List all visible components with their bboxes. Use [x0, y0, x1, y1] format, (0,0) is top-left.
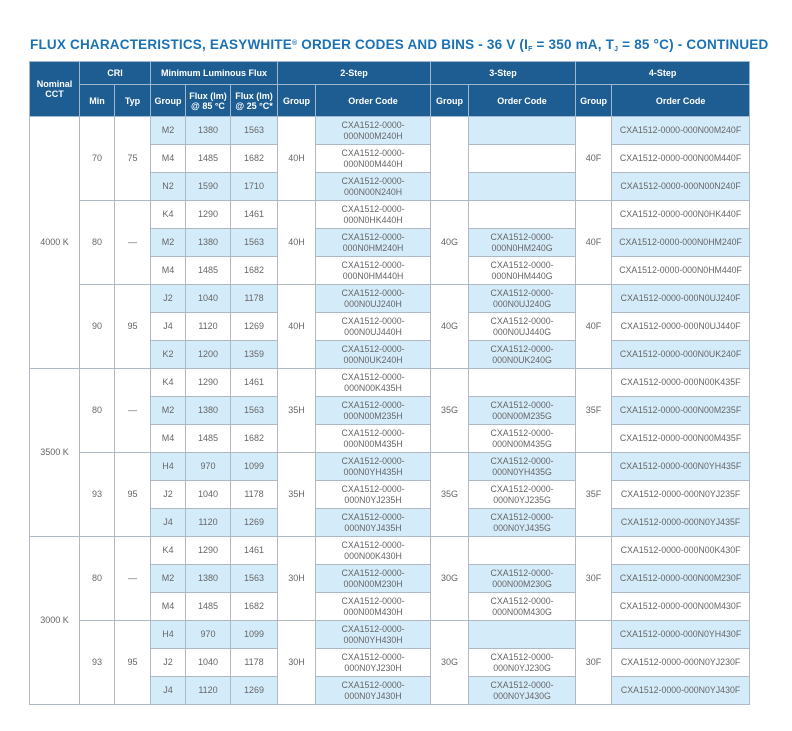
flux-25-cell: 1563: [231, 229, 278, 257]
group-2-step-cell: 40H: [278, 285, 316, 369]
flux-group-cell: K4: [151, 537, 186, 565]
order-code-2-step: CXA1512-0000-000N00M430H: [316, 593, 431, 621]
cri-min-cell: 80: [80, 369, 115, 453]
header-group: Group: [431, 85, 469, 117]
table-row: [30, 537, 750, 565]
header-order-code: Order Code: [316, 85, 431, 117]
group-4-step-cell: 40F: [576, 117, 612, 201]
flux-25-cell: 1682: [231, 145, 278, 173]
flux-85-cell: 1290: [186, 369, 231, 397]
flux-25-cell: 1178: [231, 285, 278, 313]
flux-group-cell: J4: [151, 313, 186, 341]
flux-85-cell: 1200: [186, 341, 231, 369]
title-text: ORDER CODES AND BINS - 36 V (I: [297, 37, 529, 52]
order-code-2-step: CXA1512-0000-000N0UJ440H: [316, 313, 431, 341]
flux-25-cell: 1461: [231, 369, 278, 397]
order-code-3-step: CXA1512-0000-000N00M435G: [469, 425, 576, 453]
cct-cell: 4000 K: [30, 117, 80, 369]
flux-group-cell: J2: [151, 481, 186, 509]
flux-group-cell: M2: [151, 565, 186, 593]
registered-mark: ®: [291, 40, 298, 47]
order-code-2-step: CXA1512-0000-000N0YJ430H: [316, 677, 431, 705]
flux-group-cell: K2: [151, 341, 186, 369]
cri-typ-cell: 95: [115, 621, 151, 705]
group-3-step-cell: 35G: [431, 369, 469, 453]
order-code-4-step: CXA1512-0000-000N00M235F: [612, 397, 750, 425]
order-code-2-step: CXA1512-0000-000N00M230H: [316, 565, 431, 593]
order-code-3-step: [469, 117, 576, 145]
flux-25-cell: 1178: [231, 481, 278, 509]
header-2-step: 2-Step: [278, 62, 431, 85]
order-code-4-step: CXA1512-0000-000N0HM240F: [612, 229, 750, 257]
order-code-4-step: CXA1512-0000-000N0YJ235F: [612, 481, 750, 509]
order-codes-table: [29, 61, 750, 705]
flux-25-cell: 1461: [231, 201, 278, 229]
group-2-step-cell: 35H: [278, 453, 316, 537]
flux-25-cell: 1269: [231, 509, 278, 537]
cri-min-cell: 93: [80, 621, 115, 705]
flux-85-cell: 1040: [186, 481, 231, 509]
order-code-3-step: [469, 173, 576, 201]
order-code-3-step: CXA1512-0000-000N0YJ230G: [469, 649, 576, 677]
order-code-2-step: CXA1512-0000-000N00M435H: [316, 425, 431, 453]
order-code-4-step: CXA1512-0000-000N00K435F: [612, 369, 750, 397]
header-order-code: Order Code: [612, 85, 750, 117]
order-code-2-step: CXA1512-0000-000N00M440H: [316, 145, 431, 173]
group-3-step-cell: 30G: [431, 621, 469, 705]
flux-group-cell: M2: [151, 397, 186, 425]
order-code-3-step: [469, 145, 576, 173]
order-code-2-step: CXA1512-0000-000N0UJ240H: [316, 285, 431, 313]
flux-25-cell: 1710: [231, 173, 278, 201]
flux-25-cell: 1682: [231, 257, 278, 285]
order-code-4-step: CXA1512-0000-000N00N240F: [612, 173, 750, 201]
header-flux-85: Flux (lm) @ 85 °C: [186, 85, 231, 117]
order-code-2-step: CXA1512-0000-000N00K435H: [316, 369, 431, 397]
cri-min-cell: 90: [80, 285, 115, 369]
cri-typ-cell: 95: [115, 285, 151, 369]
cri-typ-cell: —: [115, 201, 151, 285]
title-text: = 350 mA, T: [532, 37, 615, 52]
flux-85-cell: 1380: [186, 229, 231, 257]
flux-group-cell: J4: [151, 509, 186, 537]
order-code-2-step: CXA1512-0000-000N00M235H: [316, 397, 431, 425]
header-typ: Typ: [115, 85, 151, 117]
flux-group-cell: M4: [151, 145, 186, 173]
order-code-3-step: CXA1512-0000-000N00M230G: [469, 565, 576, 593]
order-code-3-step: [469, 369, 576, 397]
group-2-step-cell: 40H: [278, 201, 316, 285]
cri-min-cell: 93: [80, 453, 115, 537]
group-4-step-cell: 30F: [576, 621, 612, 705]
order-code-3-step: CXA1512-0000-000N0HM440G: [469, 257, 576, 285]
flux-85-cell: 1040: [186, 285, 231, 313]
cct-cell: 3000 K: [30, 537, 80, 705]
group-3-step-cell: 30G: [431, 537, 469, 621]
header-cri: CRI: [80, 62, 151, 85]
flux-85-cell: 970: [186, 621, 231, 649]
flux-85-cell: 1380: [186, 565, 231, 593]
header-nominal-cct: Nominal CCT: [30, 62, 80, 117]
group-4-step-cell: 35F: [576, 453, 612, 537]
table-row: [30, 453, 750, 481]
flux-25-cell: 1563: [231, 397, 278, 425]
flux-85-cell: 1120: [186, 677, 231, 705]
title-text: FLUX CHARACTERISTICS, EASYWHITE: [30, 37, 292, 52]
group-3-step-cell: 40G: [431, 201, 469, 285]
flux-85-cell: 1040: [186, 649, 231, 677]
subscript-f: F: [528, 46, 533, 53]
subscript-j: J: [614, 46, 619, 53]
order-code-4-step: CXA1512-0000-000N0UJ440F: [612, 313, 750, 341]
order-code-3-step: CXA1512-0000-000N00M235G: [469, 397, 576, 425]
group-4-step-cell: 30F: [576, 537, 612, 621]
order-code-2-step: CXA1512-0000-000N0YJ230H: [316, 649, 431, 677]
header-4-step: 4-Step: [576, 62, 750, 85]
order-code-2-step: CXA1512-0000-000N0YJ235H: [316, 481, 431, 509]
flux-85-cell: 1485: [186, 593, 231, 621]
cri-typ-cell: 95: [115, 453, 151, 537]
order-code-2-step: CXA1512-0000-000N0HM240H: [316, 229, 431, 257]
header-order-code: Order Code: [469, 85, 576, 117]
order-code-3-step: [469, 201, 576, 229]
header-group: Group: [576, 85, 612, 117]
group-2-step-cell: 30H: [278, 537, 316, 621]
flux-85-cell: 1380: [186, 397, 231, 425]
table-row: [30, 369, 750, 397]
group-3-step-cell: 40G: [431, 285, 469, 369]
flux-group-cell: K4: [151, 201, 186, 229]
order-code-3-step: [469, 537, 576, 565]
cri-typ-cell: —: [115, 369, 151, 453]
header-group: Group: [151, 85, 186, 117]
order-code-2-step: CXA1512-0000-000N0YH435H: [316, 453, 431, 481]
order-code-3-step: [469, 621, 576, 649]
order-code-3-step: CXA1512-0000-000N0UK240G: [469, 341, 576, 369]
table-row: [30, 621, 750, 649]
flux-25-cell: 1682: [231, 593, 278, 621]
order-code-4-step: CXA1512-0000-000N0YH430F: [612, 621, 750, 649]
order-code-4-step: CXA1512-0000-000N0YJ230F: [612, 649, 750, 677]
flux-85-cell: 1590: [186, 173, 231, 201]
flux-25-cell: 1099: [231, 621, 278, 649]
order-code-2-step: CXA1512-0000-000N00K430H: [316, 537, 431, 565]
header-row: [30, 62, 750, 85]
flux-group-cell: M4: [151, 593, 186, 621]
flux-group-cell: J4: [151, 677, 186, 705]
cri-typ-cell: 75: [115, 117, 151, 201]
order-code-2-step: CXA1512-0000-000N0UK240H: [316, 341, 431, 369]
order-code-3-step: CXA1512-0000-000N0UJ240G: [469, 285, 576, 313]
flux-group-cell: K4: [151, 369, 186, 397]
order-code-2-step: CXA1512-0000-000N0HM440H: [316, 257, 431, 285]
order-code-3-step: CXA1512-0000-000N00M430G: [469, 593, 576, 621]
cri-typ-cell: —: [115, 537, 151, 621]
cct-cell: 3500 K: [30, 369, 80, 537]
flux-85-cell: 1120: [186, 509, 231, 537]
header-group: Group: [278, 85, 316, 117]
order-code-4-step: CXA1512-0000-000N00M430F: [612, 593, 750, 621]
flux-25-cell: 1359: [231, 341, 278, 369]
table-row: [30, 285, 750, 313]
order-code-3-step: CXA1512-0000-000N0HM240G: [469, 229, 576, 257]
flux-group-cell: M4: [151, 425, 186, 453]
order-code-4-step: CXA1512-0000-000N0UJ240F: [612, 285, 750, 313]
group-4-step-cell: 35F: [576, 369, 612, 453]
header-3-step: 3-Step: [431, 62, 576, 85]
order-code-4-step: CXA1512-0000-000N00M440F: [612, 145, 750, 173]
flux-25-cell: 1563: [231, 565, 278, 593]
page-title: [30, 37, 768, 53]
flux-group-cell: J2: [151, 649, 186, 677]
flux-group-cell: N2: [151, 173, 186, 201]
order-code-2-step: CXA1512-0000-000N0YJ435H: [316, 509, 431, 537]
flux-85-cell: 1290: [186, 537, 231, 565]
flux-85-cell: 1380: [186, 117, 231, 145]
flux-25-cell: 1269: [231, 313, 278, 341]
flux-25-cell: 1099: [231, 453, 278, 481]
order-code-4-step: CXA1512-0000-000N0UK240F: [612, 341, 750, 369]
order-code-2-step: CXA1512-0000-000N00M240H: [316, 117, 431, 145]
group-3-step-cell: [431, 117, 469, 201]
order-code-4-step: CXA1512-0000-000N0HK440F: [612, 201, 750, 229]
flux-85-cell: 970: [186, 453, 231, 481]
order-code-4-step: CXA1512-0000-000N0YJ435F: [612, 509, 750, 537]
order-code-4-step: CXA1512-0000-000N00M230F: [612, 565, 750, 593]
flux-25-cell: 1682: [231, 425, 278, 453]
flux-85-cell: 1485: [186, 425, 231, 453]
order-code-3-step: CXA1512-0000-000N0YJ430G: [469, 677, 576, 705]
group-2-step-cell: 35H: [278, 369, 316, 453]
header-flux-25: Flux (lm) @ 25 °C*: [231, 85, 278, 117]
flux-group-cell: M4: [151, 257, 186, 285]
flux-group-cell: J2: [151, 285, 186, 313]
order-code-2-step: CXA1512-0000-000N0YH430H: [316, 621, 431, 649]
order-code-3-step: CXA1512-0000-000N0YJ235G: [469, 481, 576, 509]
table-row: [30, 117, 750, 145]
order-code-4-step: CXA1512-0000-000N00K430F: [612, 537, 750, 565]
flux-25-cell: 1178: [231, 649, 278, 677]
flux-85-cell: 1120: [186, 313, 231, 341]
table-row: [30, 201, 750, 229]
flux-group-cell: H4: [151, 621, 186, 649]
cri-min-cell: 70: [80, 117, 115, 201]
flux-group-cell: M2: [151, 117, 186, 145]
flux-25-cell: 1461: [231, 537, 278, 565]
header-min: Min: [80, 85, 115, 117]
order-code-4-step: CXA1512-0000-000N00M240F: [612, 117, 750, 145]
order-code-4-step: CXA1512-0000-000N0YH435F: [612, 453, 750, 481]
header-min-flux: Minimum Luminous Flux: [151, 62, 278, 85]
order-code-3-step: CXA1512-0000-000N0YH435G: [469, 453, 576, 481]
flux-group-cell: H4: [151, 453, 186, 481]
subheader-row: [30, 85, 750, 117]
order-code-2-step: CXA1512-0000-000N00N240H: [316, 173, 431, 201]
title-text: = 85 °C) - CONTINUED: [618, 37, 769, 52]
flux-85-cell: 1290: [186, 201, 231, 229]
order-code-4-step: CXA1512-0000-000N00M435F: [612, 425, 750, 453]
group-2-step-cell: 40H: [278, 117, 316, 201]
group-4-step-cell: 40F: [576, 285, 612, 369]
order-code-3-step: CXA1512-0000-000N0YJ435G: [469, 509, 576, 537]
group-4-step-cell: 40F: [576, 201, 612, 285]
group-3-step-cell: 35G: [431, 453, 469, 537]
flux-85-cell: 1485: [186, 257, 231, 285]
cri-min-cell: 80: [80, 201, 115, 285]
flux-85-cell: 1485: [186, 145, 231, 173]
order-code-3-step: CXA1512-0000-000N0UJ440G: [469, 313, 576, 341]
flux-group-cell: M2: [151, 229, 186, 257]
cri-min-cell: 80: [80, 537, 115, 621]
group-2-step-cell: 30H: [278, 621, 316, 705]
flux-25-cell: 1269: [231, 677, 278, 705]
order-code-4-step: CXA1512-0000-000N0HM440F: [612, 257, 750, 285]
order-code-2-step: CXA1512-0000-000N0HK440H: [316, 201, 431, 229]
order-code-4-step: CXA1512-0000-000N0YJ430F: [612, 677, 750, 705]
flux-25-cell: 1563: [231, 117, 278, 145]
